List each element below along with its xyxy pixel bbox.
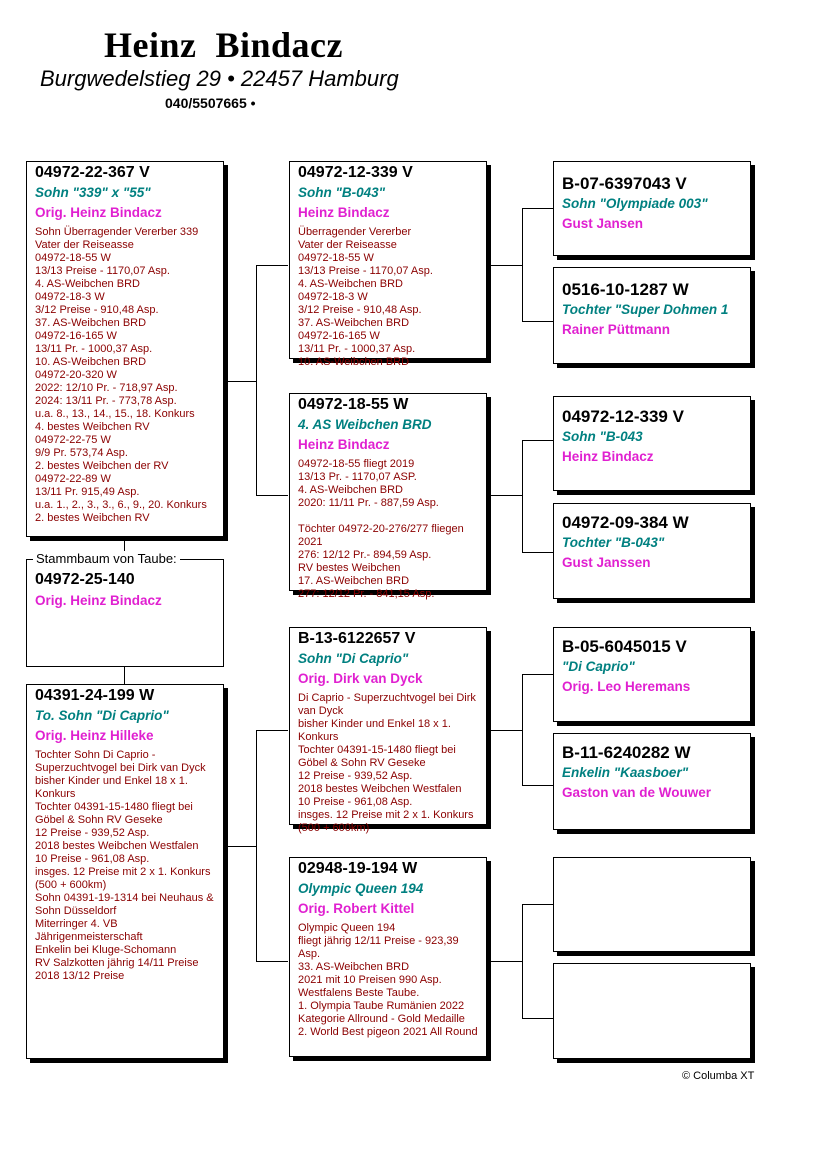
mfm-card[interactable] (553, 733, 751, 830)
mother-ring: 04391-24-199 W (35, 687, 155, 704)
ff-subtitle: Sohn "B-043" (298, 185, 386, 200)
fmm-subtitle: Tochter "B-043" (562, 535, 665, 550)
fm-owner: Heinz Bindacz (298, 437, 390, 452)
ff-info: Überragender Vererber Vater der Reiseasse 04972-18-55 W 13/13 Preise - 1170,07 Asp. 4. AS-Weibchen BRD 04972-18-3 W 3/12 Preise - 910,48 Asp. 37. AS-Weibchen BRD 04972-16-165 W 13/11 Pr. - 1000,37 Asp. 10. AS-Weibchen BRD (298, 226, 433, 368)
fm-info: 04972-18-55 fliegt 2019 13/13 Pr. - 1170,07 ASP. 4. AS-Weibchen BRD 2020: 11/11 Pr. - 887,59 Asp. Töchter 04972-20-276/277 fliegen 2021 276: 12/12 Pr.- 894,59 Asp. RV bestes Weibchen 17. AS-Weibchen BRD 277: 12/12 Pr. - 841,15 Asp. (298, 458, 464, 600)
mfm-owner: Gaston van de Wouwer (562, 785, 712, 800)
mf-ring: B-13-6122657 V (298, 630, 416, 647)
fmf-ring: 04972-12-339 V (562, 407, 684, 426)
mff-ring: B-05-6045015 V (562, 637, 687, 656)
mmm-card[interactable] (553, 963, 751, 1059)
pigeon-ring: 04972-25-140 (35, 571, 135, 588)
mm-info: Olympic Queen 194 fliegt jährig 12/11 Preise - 923,39 Asp. 33. AS-Weibchen BRD 2021 mit 10 Preisen 990 Asp. Westfalens Beste Taube. 1. Olympia Taube Rumänien 2022 Kategorie Allround - Gold Medaille 2. World Best pigeon 2021 All Round (298, 922, 478, 1038)
fmm-card[interactable] (553, 503, 751, 599)
ffm-subtitle: Tochter "Super Dohmen 1 (562, 302, 729, 317)
mother-owner: Orig. Heinz Hilleke (35, 728, 154, 743)
copyright: © Columba XT (682, 1070, 755, 1082)
breeder-name: Heinz Bindacz (104, 25, 343, 65)
ffm-card[interactable] (553, 267, 751, 364)
ff-card[interactable] (289, 161, 487, 368)
mother-card[interactable] (26, 684, 224, 1059)
breeder-phone: 040/5507665 • (165, 95, 256, 111)
mfm-subtitle: Enkelin "Kaasboer" (562, 765, 689, 780)
fff-card[interactable] (553, 161, 751, 256)
mfm-ring: B-11-6240282 W (562, 743, 691, 762)
father-subtitle: Sohn "339" x "55" (35, 185, 151, 200)
fmm-ring: 04972-09-384 W (562, 513, 689, 532)
mf-card[interactable] (289, 627, 487, 834)
mother-subtitle: To. Sohn "Di Caprio" (35, 708, 169, 723)
mf-subtitle: Sohn "Di Caprio" (298, 651, 409, 666)
fff-ring: B-07-6397043 V (562, 174, 687, 193)
mf-owner: Orig. Dirk van Dyck (298, 671, 423, 686)
ffm-owner: Rainer Püttmann (562, 322, 671, 337)
mf-info: Di Caprio - Superzuchtvogel bei Dirk van Dyck bisher Kinder und Enkel 18 x 1. Konkurs Tochter 04391-15-1480 fliegt bei Göbel & Sohn RV Geseke 12 Preise - 939,52 Asp. 2018 bestes Weibchen Westfalen 10 Preise - 961,08 Asp. insges. 12 Preise mit 2 x 1. Konkurs (500 + 600km) (298, 692, 476, 834)
pigeon-card[interactable] (26, 559, 224, 667)
fmf-card[interactable] (553, 396, 751, 491)
fmm-owner: Gust Janssen (562, 555, 651, 570)
father-info: Sohn Überragender Vererber 339 Vater der Reiseasse 04972-18-55 W 13/13 Preise - 1170,07 Asp. 4. AS-Weibchen BRD 04972-18-3 W 3/12 Preise - 910,48 Asp. 37. AS-Weibchen BRD 04972-16-165 W 13/11 Pr. - 1000,37 Asp. 10. AS-Weibchen BRD 04972-20-320 W 2022: 12/10 Pr. - 718,97 Asp. 2024: 13/11 Pr. - 773,78 Asp. u.a. 8., 13., 14., 15., 18. Konkurs 4. bestes Weibchen RV 04972-22-75 W 9/9 Pr. 573,74 Asp. 2. bestes Weibchen der RV 04972-22-89 W 13/11 Pr. 915,49 Asp. u.a. 1., 2., 3., 3., 6., 9., 20. Konkurs 2. bestes Weibchen RV (35, 226, 207, 524)
pigeon-owner: Orig. Heinz Bindacz (35, 593, 162, 608)
father-card[interactable] (26, 161, 224, 537)
mm-ring: 02948-19-194 W (298, 860, 418, 877)
fmf-owner: Heinz Bindacz (562, 449, 654, 464)
mff-card[interactable] (553, 627, 751, 722)
mother-info: Tochter Sohn Di Caprio - Superzuchtvogel bei Dirk van Dyck bisher Kinder und Enkel 18 x 1. Konkurs Tochter 04391-15-1480 fliegt bei Göbel & Sohn RV Geseke 12 Preise - 939,52 Asp. 2018 bestes Weibchen Westfalen 10 Preise - 961,08 Asp. insges. 12 Preise mit 2 x 1. Konkurs (500 + 600km) Sohn 04391-19-1314 bei Neuhaus & Sohn Düsseldorf Miterringer 4. VB Jährigenmeisterschaft Enkelin bei Kluge-Schomann RV Salzkotten jährig 14/11 Preise 2018 13/12 Preise (35, 749, 214, 982)
fm-card[interactable] (289, 393, 487, 600)
ffm-ring: 0516-10-1287 W (562, 280, 689, 299)
fm-subtitle: 4. AS Weibchen BRD (298, 417, 432, 432)
mff-owner: Orig. Leo Heremans (562, 679, 691, 694)
mm-owner: Orig. Robert Kittel (298, 901, 415, 916)
fm-ring: 04972-18-55 W (298, 396, 409, 413)
mm-subtitle: Olympic Queen 194 (298, 881, 424, 896)
fmf-subtitle: Sohn "B-043 (562, 429, 643, 444)
breeder-address: Burgwedelstieg 29 • 22457 Hamburg (40, 66, 399, 91)
fff-subtitle: Sohn "Olympiade 003" (562, 196, 708, 211)
father-ring: 04972-22-367 V (35, 164, 150, 181)
mff-subtitle: "Di Caprio" (562, 659, 635, 674)
fff-owner: Gust Jansen (562, 216, 644, 231)
mmf-card[interactable] (553, 857, 751, 952)
ff-ring: 04972-12-339 V (298, 164, 413, 181)
ff-owner: Heinz Bindacz (298, 205, 390, 220)
pedigree-label: Stammbaum von Taube: (33, 551, 180, 566)
mm-card[interactable] (289, 857, 487, 1057)
father-owner: Orig. Heinz Bindacz (35, 205, 162, 220)
